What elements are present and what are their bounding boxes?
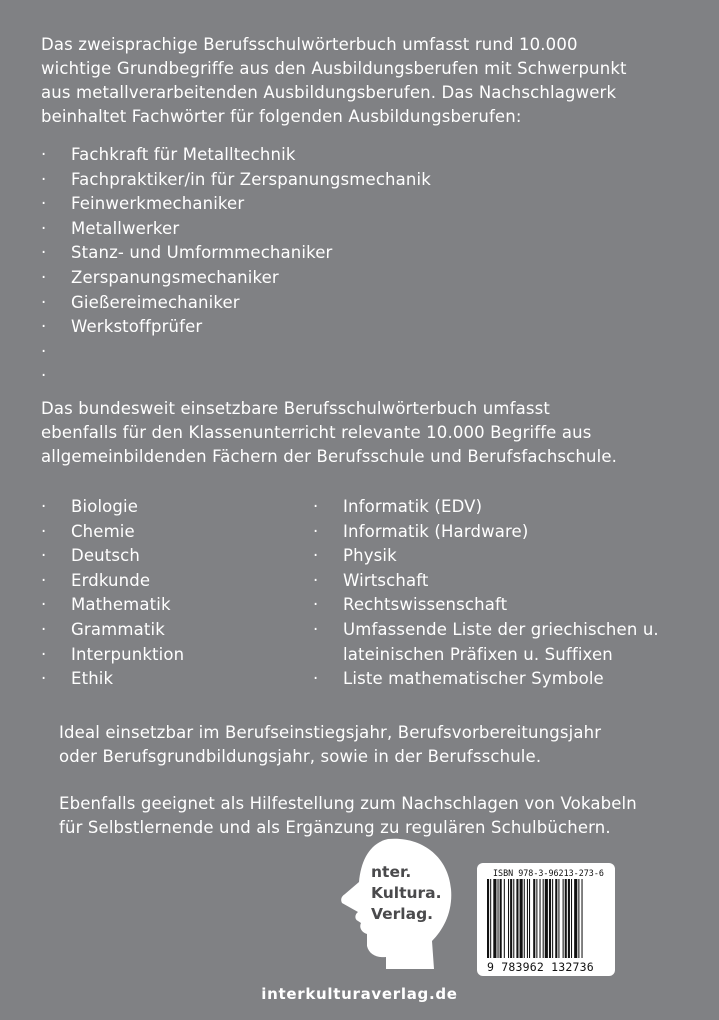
- bullet-icon: ·: [41, 145, 47, 164]
- bullet-icon: ·: [41, 521, 47, 541]
- list-item-text: Rechtswissenschaft: [343, 595, 508, 615]
- bullet-icon: ·: [41, 570, 47, 590]
- isbn-text: ISBN 978-3-96213-273-6: [493, 868, 604, 878]
- barcode-bar: [552, 879, 553, 958]
- list-item: [41, 315, 431, 340]
- text-line: Ebenfalls geeignet als Hilfestellung zum Nachschlagen von Vokabeln: [59, 794, 637, 813]
- text-line: für Selbstlernende und als Ergänzung zu regulären Schulbüchern.: [59, 818, 611, 837]
- text-line: beinhaltet Fachwörter für folgenden Ausbildungsberufen:: [41, 107, 522, 126]
- barcode-bar: [571, 879, 572, 958]
- barcode-bar: [508, 879, 509, 958]
- barcode-bar: [533, 879, 535, 958]
- list-item-text: Ethik: [71, 669, 114, 689]
- list-item-text: Zerspanungsmechaniker: [71, 267, 279, 287]
- bullet-icon: ·: [41, 595, 47, 615]
- list-item-text: Physik: [343, 546, 397, 566]
- list-item-text: Umfassende Liste der griechischen u.: [343, 619, 659, 639]
- barcode-bar: [513, 879, 514, 958]
- list-item-text: Interpunktion: [71, 644, 185, 664]
- bullet-icon: ·: [41, 292, 47, 312]
- barcode-bar: [543, 879, 544, 958]
- list-item-text: Feinwerkmechaniker: [71, 194, 245, 214]
- bullet-icon: ·: [41, 619, 47, 639]
- bullet-icon: ·: [313, 570, 319, 590]
- bullet-icon: ·: [313, 521, 319, 541]
- logo-line: nter.: [371, 863, 412, 881]
- list-item: [41, 192, 431, 217]
- bullet-icon: ·: [41, 366, 47, 386]
- barcode-bar: [487, 879, 489, 958]
- bullet-icon: ·: [41, 669, 47, 689]
- list-item: [41, 291, 431, 316]
- barcode-bar: [510, 879, 512, 958]
- list-item: [313, 569, 659, 594]
- barcode-bar: [520, 879, 523, 958]
- publisher-website: interkulturaverlag.de: [261, 985, 458, 1003]
- list-item-text: Mathematik: [71, 595, 171, 615]
- list-item-text: Wirtschaft: [343, 570, 429, 590]
- text-line: Das zweisprachige Berufsschulwörterbuch umfasst rund 10.000: [41, 35, 578, 54]
- list-item: [41, 217, 431, 242]
- list-item: [41, 667, 184, 692]
- barcode-bar: [578, 879, 579, 958]
- barcode-bar: [549, 879, 551, 958]
- barcode-bar: [574, 879, 577, 958]
- list-item: [41, 593, 184, 618]
- list-item: [313, 544, 659, 569]
- bullet-icon: ·: [41, 243, 47, 263]
- text-line: oder Berufsgrundbildungsjahr, sowie in der Berufsschule.: [59, 747, 542, 766]
- barcode-bar: [565, 879, 567, 958]
- bullet-icon: ·: [41, 497, 47, 516]
- list-item: [41, 340, 431, 365]
- list-item-text: Informatik (Hardware): [343, 521, 529, 541]
- list-item: [41, 266, 431, 291]
- barcode-bar: [540, 879, 541, 958]
- bullet-icon: ·: [313, 619, 319, 639]
- barcode-bar: [563, 879, 564, 958]
- bullet-icon: ·: [41, 218, 47, 238]
- bullet-icon: ·: [41, 546, 47, 566]
- barcode-bar: [527, 879, 528, 958]
- bullet-icon: ·: [313, 595, 319, 615]
- publisher-logo-text: [371, 862, 442, 925]
- list-item-text: Metallwerker: [71, 218, 180, 238]
- list-item: [313, 618, 659, 643]
- list-item: [313, 667, 659, 692]
- list-item: [41, 168, 431, 193]
- list-item-text: Fachpraktiker/in für Zerspanungsmechanik: [71, 169, 431, 189]
- logo-line: Verlag.: [371, 905, 434, 923]
- list-item-text: Deutsch: [71, 546, 140, 566]
- subjects-list-left: [41, 495, 184, 692]
- text-line: allgemeinbildenden Fächern der Berufsschule und Berufsfachschule.: [41, 447, 618, 466]
- text-line: aus metallverarbeitenden Ausbildungsberufen. Das Nachschlagwerk: [41, 83, 617, 102]
- barcode-bar: [582, 879, 583, 958]
- list-item: [313, 593, 659, 618]
- barcode-bar: [555, 879, 557, 958]
- bullet-icon: ·: [41, 267, 47, 287]
- list-item-text: Gießereimechaniker: [71, 292, 240, 312]
- subjects-list-right: [313, 495, 659, 692]
- list-item: [41, 618, 184, 643]
- bullet-icon: ·: [41, 169, 47, 189]
- list-item: [41, 520, 184, 545]
- barcode-bar: [536, 879, 537, 958]
- list-item: [313, 495, 659, 520]
- barcode-bar: [545, 879, 548, 958]
- barcode-bar: [504, 879, 505, 958]
- barcode-bar: [493, 879, 496, 958]
- list-item-text: Stanz- und Umformmechaniker: [71, 243, 333, 263]
- list-item-text: lateinischen Präfixen u. Suffixen: [343, 644, 613, 664]
- list-item-text: Grammatik: [71, 619, 165, 639]
- text-line: Ideal einsetzbar im Berufseinstiegsjahr, Berufsvorbereitungsjahr: [59, 723, 602, 742]
- subjects-intro-paragraph: [41, 397, 617, 469]
- barcode-bar: [558, 879, 559, 958]
- list-item-text: Werkstoffprüfer: [71, 317, 203, 337]
- list-item-text: Chemie: [71, 521, 135, 541]
- list-item: [41, 643, 184, 668]
- list-item: [41, 569, 184, 594]
- professions-list: [41, 143, 431, 389]
- intro-paragraph: [41, 33, 627, 129]
- text-line: wichtige Grundbegriffe aus den Ausbildungsberufen mit Schwerpunkt: [41, 59, 627, 78]
- bullet-icon: ·: [313, 546, 319, 566]
- barcode-bar: [524, 879, 525, 958]
- list-item-text: Fachkraft für Metalltechnik: [71, 145, 296, 164]
- bullet-icon: ·: [313, 497, 319, 516]
- logo-line: Kultura.: [371, 884, 442, 902]
- bullet-icon: ·: [41, 644, 47, 664]
- barcode-bar: [529, 879, 530, 958]
- bullet-icon: ·: [41, 317, 47, 337]
- barcode-bar: [498, 879, 499, 958]
- list-item-text: Biologie: [71, 497, 139, 516]
- barcode-bar: [516, 879, 518, 958]
- barcode-bar: [568, 879, 570, 958]
- list-item: [41, 241, 431, 266]
- bullet-icon: ·: [313, 669, 319, 689]
- self-study-paragraph: [59, 792, 637, 840]
- list-item: [313, 520, 659, 545]
- barcode-icon: [483, 879, 607, 958]
- bullet-icon: ·: [41, 341, 47, 361]
- list-item: [41, 364, 431, 389]
- list-item-text: Liste mathematischer Symbole: [343, 669, 604, 689]
- list-item: [41, 495, 184, 520]
- text-line: Das bundesweit einsetzbare Berufsschulwörterbuch umfasst: [41, 399, 550, 418]
- list-item: [41, 544, 184, 569]
- list-item-text: Informatik (EDV): [343, 497, 483, 516]
- list-item-text: Erdkunde: [71, 570, 151, 590]
- bullet-icon: ·: [41, 194, 47, 214]
- list-item-continuation: [313, 643, 659, 668]
- ean-number: 9 783962 132736: [487, 960, 594, 974]
- barcode-bar: [490, 879, 491, 958]
- text-line: ebenfalls für den Klassenunterricht relevante 10.000 Begriffe aus: [41, 423, 592, 442]
- list-item: [41, 143, 431, 168]
- barcode-bar: [500, 879, 502, 958]
- usage-paragraph: [59, 721, 601, 769]
